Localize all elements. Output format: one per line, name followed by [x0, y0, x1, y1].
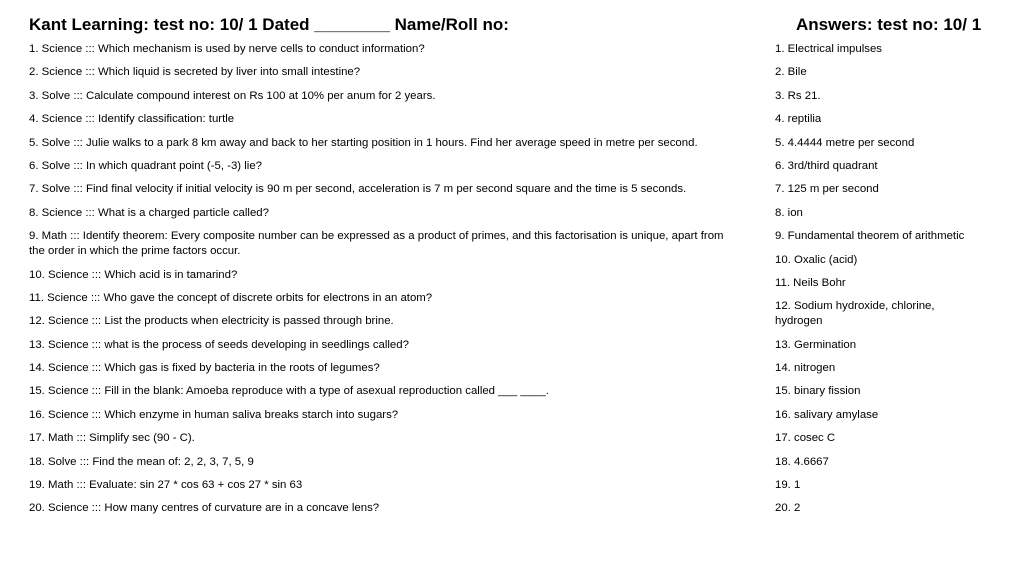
question-item: 8. Science ::: What is a charged particle called? [29, 206, 269, 219]
question-item: 13. Science ::: what is the process of seeds developing in seedlings called? [29, 338, 409, 351]
question-item: 15. Science ::: Fill in the blank: Amoeba reproduce with a type of asexual reproduction called ___ ____. [29, 385, 549, 398]
answer-item: 10. Oxalic (acid) [775, 253, 858, 266]
answer-item: 14. nitrogen [775, 362, 836, 375]
question-item: 4. Science ::: Identify classification: turtle [29, 113, 235, 126]
answer-item: 15. binary fission [775, 385, 861, 398]
question-item: 17. Math ::: Simplify sec (90 - C). [29, 432, 195, 445]
answer-item: 17. cosec C [775, 432, 836, 445]
answer-item: 3. Rs 21. [775, 89, 821, 102]
answer-item: 6. 3rd/third quadrant [775, 159, 878, 172]
question-item: 20. Science ::: How many centres of curvature are in a concave lens? [29, 502, 380, 515]
question-item: 14. Science ::: Which gas is fixed by bacteria in the roots of legumes? [29, 362, 380, 375]
answer-item: 16. salivary amylase [775, 408, 879, 421]
answer-item: 18. 4.6667 [775, 455, 829, 468]
question-item: 12. Science ::: List the products when electricity is passed through brine. [29, 315, 394, 328]
answers-title: Answers: test no: 10/ 1 [796, 15, 982, 34]
question-item: 16. Science ::: Which enzyme in human saliva breaks starch into sugars? [29, 408, 399, 421]
answer-item: 4. reptilia [775, 113, 822, 126]
answer-item: 2. Bile [775, 66, 807, 79]
questions-list [29, 42, 741, 525]
answer-item: 13. Germination [775, 338, 857, 351]
question-item: 2. Science ::: Which liquid is secreted by liver into small intestine? [29, 66, 361, 79]
question-item: 1. Science ::: Which mechanism is used by nerve cells to conduct information? [29, 43, 425, 55]
question-item: 3. Solve ::: Calculate compound interest on Rs 100 at 10% per anum for 2 years. [29, 89, 436, 102]
answer-item: 12. Sodium hydroxide, chlorine, hydrogen [775, 300, 935, 328]
question-item: 18. Solve ::: Find the mean of: 2, 2, 3, 7, 5, 9 [29, 455, 254, 468]
answers-list [775, 42, 975, 525]
question-item: 11. Science ::: Who gave the concept of discrete orbits for electrons in an atom? [29, 291, 433, 304]
answer-item: 5. 4.4444 metre per second [775, 136, 915, 149]
question-item: 7. Solve ::: Find final velocity if initial velocity is 90 m per second, acceleration is 7 m per second square and the time is 5 seconds. [29, 183, 687, 196]
question-item: 6. Solve ::: In which quadrant point (-5, -3) lie? [29, 159, 262, 172]
answer-item: 20. 2 [775, 502, 801, 515]
answer-item: 19. 1 [775, 479, 801, 492]
test-title: Kant Learning: test no: 10/ 1 Dated ________ Name/Roll no: [29, 15, 509, 34]
question-item: 9. Math ::: Identify theorem: Every composite number can be expressed as a product of primes, and this factorisation is unique, apart from the order in which the prime factors occur. [29, 230, 724, 258]
answer-item: 8. ion [775, 206, 803, 219]
answer-item: 1. Electrical impulses [775, 43, 882, 55]
answer-item: 9. Fundamental theorem of arithmetic [775, 230, 965, 243]
question-item: 19. Math ::: Evaluate: sin 27 * cos 63 + cos 27 * sin 63 [29, 479, 303, 492]
answer-item: 11. Neils Bohr [775, 276, 846, 289]
answer-item: 7. 125 m per second [775, 183, 879, 196]
question-item: 5. Solve ::: Julie walks to a park 8 km away and back to her starting position in 1 hours. Find her average speed in metre per second. [29, 136, 698, 149]
question-item: 10. Science ::: Which acid is in tamarind? [29, 268, 238, 281]
